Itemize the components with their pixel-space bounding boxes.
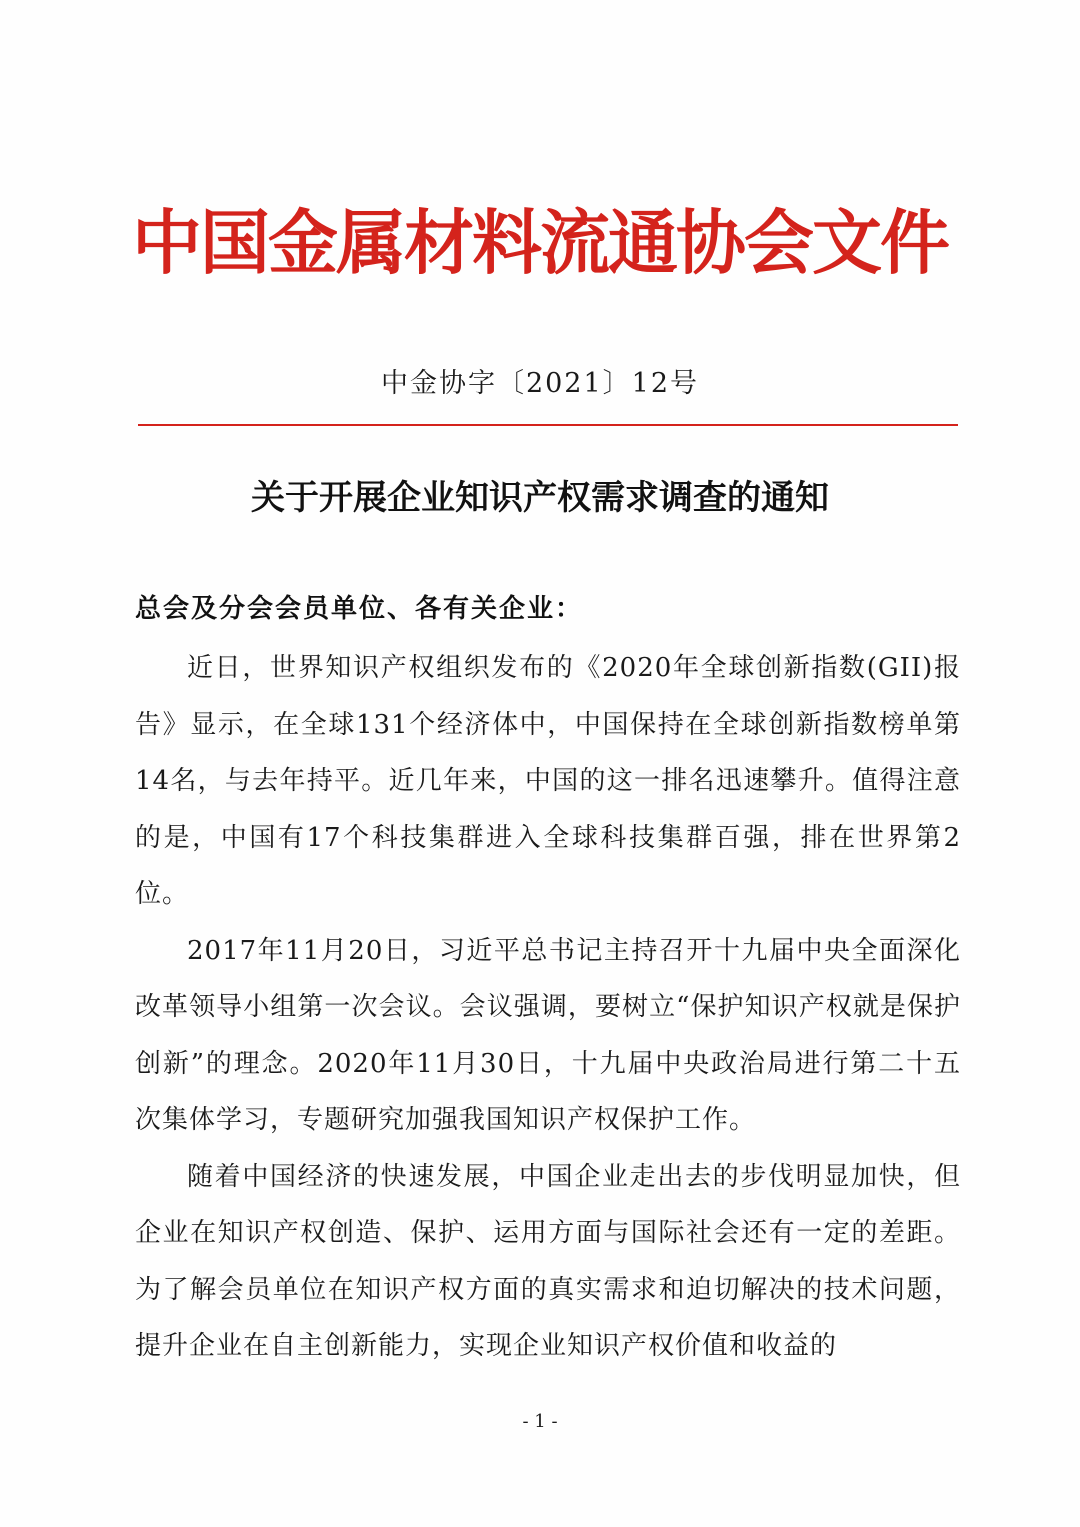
paragraph-3: 随着中国经济的快速发展，中国企业走出去的步伐明显加快，但企业在知识产权创造、保护、运用方面与国际社会还有一定的差距。为了解会员单位在知识产权方面的真实需求和迫切解决的技术问题，提升企业在自主创新能力，实现企业知识产权价值和收益的 xyxy=(135,1161,961,1361)
paragraph-2: 2017年11月20日，习近平总书记主持召开十九届中央全面深化改革领导小组第一次会议。会议强调，要树立“保护知识产权就是保护创新”的理念。2020年11月30日，十九届中央政治局进行第二十五次集体学习，专题研究加强我国知识产权保护工作。 xyxy=(135,935,961,1135)
issuer-header: 中国金属材料流通协会文件 xyxy=(132,202,948,284)
paragraph-1: 近日，世界知识产权组织发布的《2020年全球创新指数(GII)报告》显示，在全球131个经济体中，中国保持在全球创新指数榜单第14名，与去年持平。近几年来，中国的这一排名迅速攀升。值得注意的是，中国有17个科技集群进入全球科技集群百强，排在世界第2位。 xyxy=(135,653,961,909)
document-title: 关于开展企业知识产权需求调查的通知 xyxy=(251,478,829,518)
body-text xyxy=(135,640,961,1375)
salutation: 总会及分会会员单位、各有关企业： xyxy=(135,594,584,624)
red-divider-line xyxy=(138,424,958,426)
document-number: 中金协字〔2021〕12号 xyxy=(380,368,700,399)
page-number: - 1 - xyxy=(522,1411,558,1432)
